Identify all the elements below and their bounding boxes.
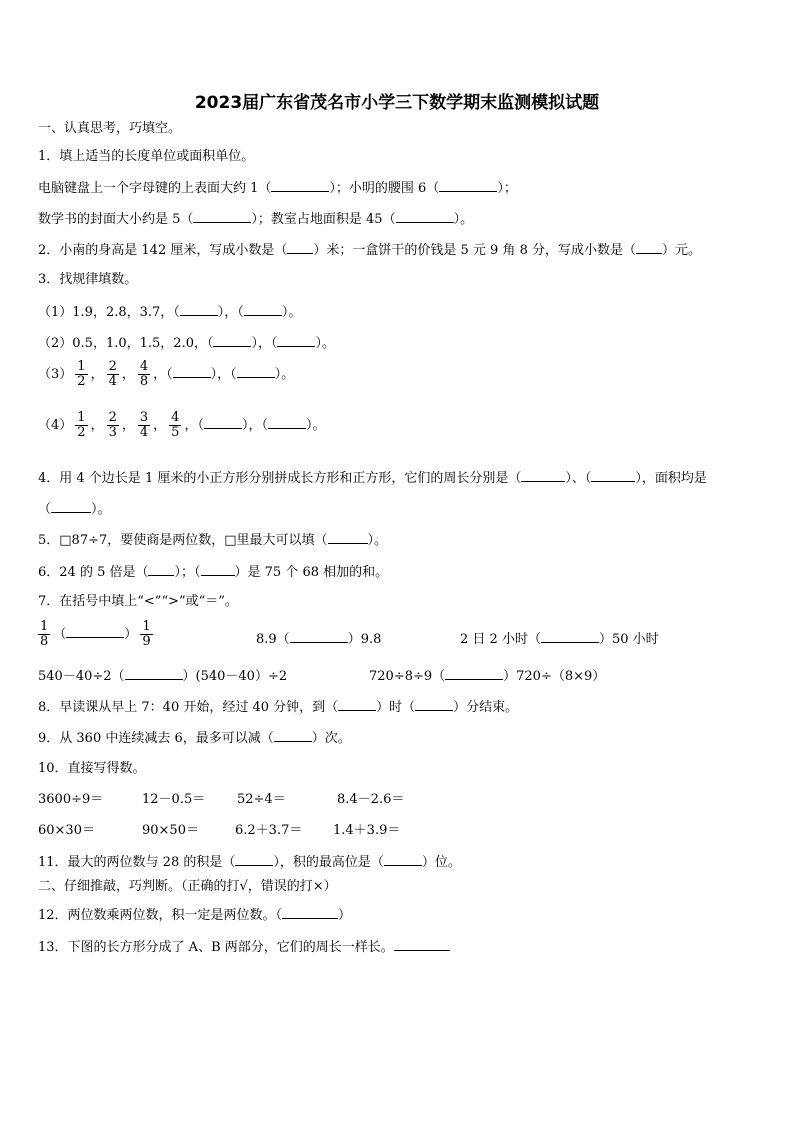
calc-item: 1.4＋3.9＝ — [333, 823, 401, 838]
q1-text: ）；教室占地面积是 45（ — [251, 212, 396, 227]
question-8 — [38, 698, 518, 716]
q12-text: ） — [338, 908, 352, 923]
q7-text: ） — [124, 627, 138, 642]
question-3-sub-4 — [38, 411, 326, 440]
q6-text: ）是 75 个 68 相加的和。 — [234, 565, 389, 580]
q3-text: ）。 — [274, 367, 295, 382]
calc-item: 60×30＝ — [38, 823, 95, 838]
question-7-stem: 7．在括号中填上“<”“>”或“＝”。 — [38, 594, 238, 609]
answer-blank[interactable] — [338, 698, 376, 711]
q3-text: ）。 — [305, 418, 326, 433]
question-3-stem: 3．找规律填数。 — [38, 272, 138, 287]
q7-text: 2 日 2 小时（ — [460, 632, 541, 647]
q3-text: ），（ — [210, 367, 237, 382]
q2-text: 2．小南的身高是 142 厘米，写成小数是（ — [38, 243, 288, 258]
question-11 — [38, 853, 461, 871]
q3-label: （3） — [38, 367, 73, 382]
q6-text: ）；（ — [174, 565, 201, 580]
q3-text: ， — [121, 367, 135, 382]
answer-blank[interactable] — [290, 630, 348, 643]
question-2 — [38, 241, 701, 259]
calc-item: 90×50＝ — [142, 823, 199, 838]
q3-text: ，（ — [153, 367, 173, 382]
calc-item: 12－0.5＝ — [142, 792, 206, 807]
q3-text: ， — [90, 418, 104, 433]
answer-blank[interactable] — [287, 241, 313, 254]
q1-text: ）。 — [453, 212, 474, 227]
question-1-line-2 — [38, 210, 473, 228]
q1-text: ）； — [497, 181, 517, 196]
section-heading-judge: 二、仔细推敲，巧判断。（正确的打√，错误的打×） — [38, 879, 337, 894]
page-title: 2023届广东省茂名市小学三下数学期末监测模拟试题 — [194, 93, 600, 113]
q3-text: ），（ — [241, 418, 268, 433]
q7-text: 720÷8÷9（ — [369, 669, 446, 684]
answer-blank[interactable] — [213, 334, 251, 347]
q7-text: 8.9（ — [256, 632, 290, 647]
question-3-sub-2 — [38, 334, 335, 352]
calc-item: 3600÷9＝ — [38, 792, 104, 807]
question-3-sub-1 — [38, 303, 301, 321]
answer-blank[interactable] — [173, 365, 211, 378]
q3-text: ）。 — [281, 305, 302, 320]
answer-blank[interactable] — [148, 563, 174, 576]
answer-blank[interactable] — [328, 531, 368, 544]
question-10-stem: 10．直接写得数。 — [38, 761, 146, 776]
q12-text: 12．两位数乘两位数，积一定是两位数。（ — [38, 908, 283, 923]
q7-text: 540－40÷2（ — [38, 669, 125, 684]
q3-text: （1）1.9，2.8，3.7，（ — [38, 305, 180, 320]
question-12 — [38, 906, 351, 924]
q2-text: ）米；一盒饼干的价钱是 5 元 9 角 8 分，写成小数是（ — [313, 243, 636, 258]
question-4-line-1 — [38, 469, 707, 487]
question-6 — [38, 563, 388, 581]
fraction: $\frac{1}{2}$ — [77, 410, 86, 440]
q3-text: ）。 — [315, 336, 335, 351]
answer-blank[interactable] — [282, 906, 338, 919]
answer-blank[interactable] — [396, 210, 454, 223]
q7-text: ）9.8 — [347, 632, 382, 647]
answer-blank[interactable] — [439, 179, 497, 192]
q4-text: （ — [38, 502, 52, 517]
q4-text: ）、（ — [565, 471, 592, 486]
question-1-stem: 1．填上适当的长度单位或面积单位。 — [38, 149, 255, 164]
answer-blank[interactable] — [394, 938, 450, 951]
question-7-compare-1 — [38, 620, 156, 649]
q1-text: 数学书的封面大小约是 5（ — [38, 212, 194, 227]
q13-text: 13．下图的长方形分成了 A、B 两部分，它们的周长一样长。 — [38, 940, 394, 955]
answer-blank[interactable] — [201, 563, 235, 576]
answer-blank[interactable] — [125, 667, 183, 680]
q3-text: ， — [90, 367, 104, 382]
section-heading-fill-in: 一、认真思考，巧填空。 — [38, 121, 182, 136]
answer-blank[interactable] — [204, 416, 242, 429]
calc-item: 8.4－2.6＝ — [337, 792, 405, 807]
answer-blank[interactable] — [193, 210, 251, 223]
question-7-compare-4 — [38, 667, 287, 685]
answer-blank[interactable] — [268, 416, 306, 429]
answer-blank[interactable] — [180, 303, 218, 316]
q5-text: ）。 — [367, 533, 388, 548]
q5-text: 5．□87÷7，要使商是两位数，□里最大可以填（ — [38, 533, 328, 548]
question-4-line-2 — [38, 500, 111, 518]
question-7-compare-2 — [256, 630, 381, 648]
question-13 — [38, 938, 450, 956]
fraction: $\frac{2}{4}$ — [108, 359, 117, 389]
answer-blank[interactable] — [244, 303, 282, 316]
question-5 — [38, 531, 387, 549]
question-7-compare-3 — [460, 630, 659, 648]
fraction: $\frac{2}{3}$ — [108, 410, 117, 440]
fraction: $\frac{1}{2}$ — [77, 359, 86, 389]
question-9 — [38, 729, 351, 747]
q8-text: ）时（ — [376, 700, 416, 715]
q3-label: （4） — [38, 418, 73, 433]
answer-blank[interactable] — [591, 469, 635, 482]
q1-text: 电脑键盘上一个字母键的上表面大约 1（ — [38, 181, 272, 196]
q7-text: ）50 小时 — [598, 632, 659, 647]
q4-text: 4．用 4 个边长是 1 厘米的小正方形分别拼成长方形和正方形，它们的周长分别是（ — [38, 471, 522, 486]
q3-text: ），（ — [251, 336, 278, 351]
q7-text: ）(540－40）÷2 — [182, 669, 288, 684]
q11-text: ）位。 — [421, 855, 461, 870]
answer-blank[interactable] — [66, 625, 124, 638]
answer-blank[interactable] — [521, 469, 565, 482]
q11-text: 11．最大的两位数与 28 的积是（ — [38, 855, 236, 870]
fraction: $\frac{1}{8}$ — [40, 619, 49, 649]
q7-text: ）720÷（8×9） — [503, 669, 606, 684]
fraction: $\frac{4}{8}$ — [139, 359, 149, 389]
q3-text: ， — [153, 418, 167, 433]
question-7-compare-5 — [369, 667, 605, 685]
q3-text: ， — [121, 418, 135, 433]
answer-blank[interactable] — [271, 179, 329, 192]
q2-text: ）元。 — [661, 243, 701, 258]
q4-text: ）。 — [91, 502, 111, 517]
answer-blank[interactable] — [277, 334, 315, 347]
q8-text: 8．早读课从早上 7：40 开始，经过 40 分钟，到（ — [38, 700, 339, 715]
q8-text: ）分结束。 — [453, 700, 519, 715]
q4-text: ），面积均是 — [635, 471, 707, 486]
q6-text: 6．24 的 5 倍是（ — [38, 565, 149, 580]
answer-blank[interactable] — [237, 365, 275, 378]
q9-text: ）次。 — [311, 731, 351, 746]
answer-blank[interactable] — [445, 667, 503, 680]
answer-blank[interactable] — [51, 500, 91, 513]
question-3-sub-3 — [38, 360, 294, 389]
q3-text: ），（ — [217, 305, 244, 320]
answer-blank[interactable] — [384, 853, 422, 866]
q3-text: （2）0.5，1.0，1.5，2.0，（ — [38, 336, 214, 351]
fraction: $\frac{1}{9}$ — [142, 619, 151, 649]
q7-text: （ — [53, 627, 67, 642]
fraction: $\frac{4}{5}$ — [171, 410, 180, 440]
answer-blank[interactable] — [274, 729, 312, 742]
q11-text: ），积的最高位是（ — [273, 855, 384, 870]
fraction: $\frac{3}{4}$ — [139, 410, 149, 440]
answer-blank[interactable] — [636, 241, 662, 254]
calc-item: 52÷4＝ — [237, 792, 286, 807]
q1-text: ）；小明的腰围 6（ — [329, 181, 440, 196]
calc-item: 6.2＋3.7＝ — [235, 823, 303, 838]
q9-text: 9．从 360 中连续减去 6，最多可以减（ — [38, 731, 274, 746]
answer-blank[interactable] — [541, 630, 599, 643]
answer-blank[interactable] — [415, 698, 453, 711]
answer-blank[interactable] — [235, 853, 273, 866]
q3-text: ，（ — [184, 418, 204, 433]
question-1-line-1 — [38, 179, 517, 197]
